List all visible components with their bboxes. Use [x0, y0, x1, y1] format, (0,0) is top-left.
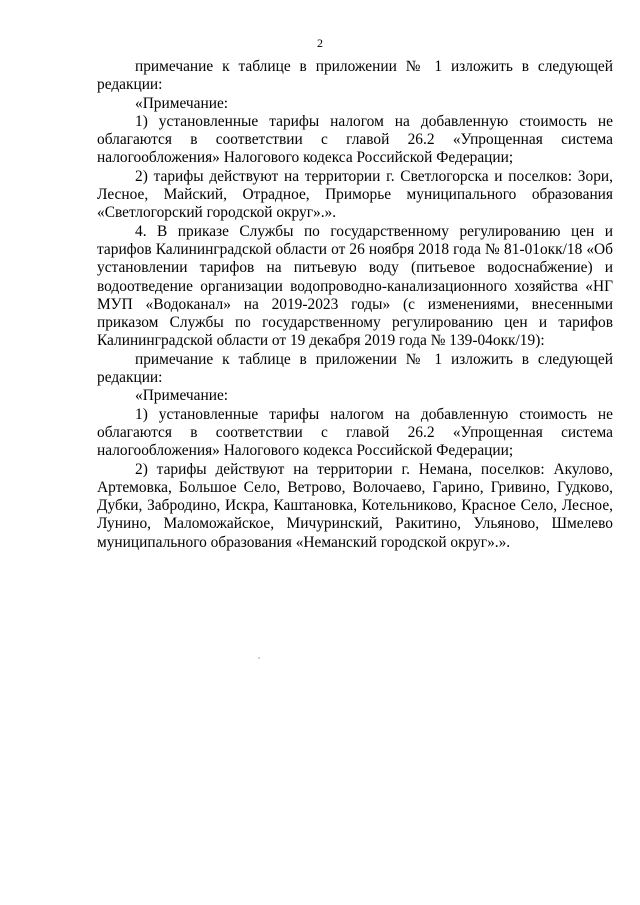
paragraph-note-heading-2: «Примечание: [135, 387, 229, 405]
scan-speck [258, 657, 260, 659]
paragraph-note-item-1-1: 1) установленные тарифы налогом на добавленную стоимость не облагаются в соответствии с главой 26.2 «Упрощенная система налогообложения» Налогового кодекса Российской Федерации; [97, 112, 613, 167]
paragraph-instruction-2: примечание к таблице в приложении № 1 изложить в следующей редакции: [97, 350, 613, 387]
paragraph-instruction-1: примечание к таблице в приложении № 1 изложить в следующей редакции: [97, 58, 613, 94]
document-body [97, 58, 613, 552]
paragraph-note-item-1-2: 2) тарифы действуют на территории г. Светлогорска и поселков: Зори, Лесное, Майский, Отрадное, Приморье муниципального образования «Светлогорский городской округ».». [97, 167, 613, 222]
paragraph-note-item-2-2: 2) тарифы действуют на территории г. Немана, поселков: Акулово, Артемовка, Большое Село, Ветрово, Волочаево, Гарино, Гривино, Гудково, Дубки, Забродино, Искра, Каштановка, Котельниково, Красное Село, Лесное, Лунино, Маломожайское, Мичуринский, Ракитино, Ульяново, Шмелево муниципального образования «Неманский городской округ».». [97, 460, 613, 551]
page-number: 2 [317, 36, 323, 50]
paragraph-section-4: 4. В приказе Службы по государственному регулированию цен и тарифов Калининградской области от 26 ноября 2018 года № 81-01окк/18 «Об установлении тарифов на питьевую воду (питьевое водоснабжение) и водоотведение организации водопроводно-канализационного хозяйства «НГ МУП «Водоканал» на 2019-2023 годы» (с изменениями, внесенными приказом Службы по государственному регулированию цен и тарифов Калининградской области от 19 декабря 2019 года № 139-04окк/19): [97, 222, 613, 350]
paragraph-note-heading-1: «Примечание: [135, 94, 229, 112]
paragraph-note-item-2-1: 1) установленные тарифы налогом на добавленную стоимость не облагаются в соответствии с главой 26.2 «Упрощенная система налогообложения» Налогового кодекса Российской Федерации; [97, 405, 613, 460]
